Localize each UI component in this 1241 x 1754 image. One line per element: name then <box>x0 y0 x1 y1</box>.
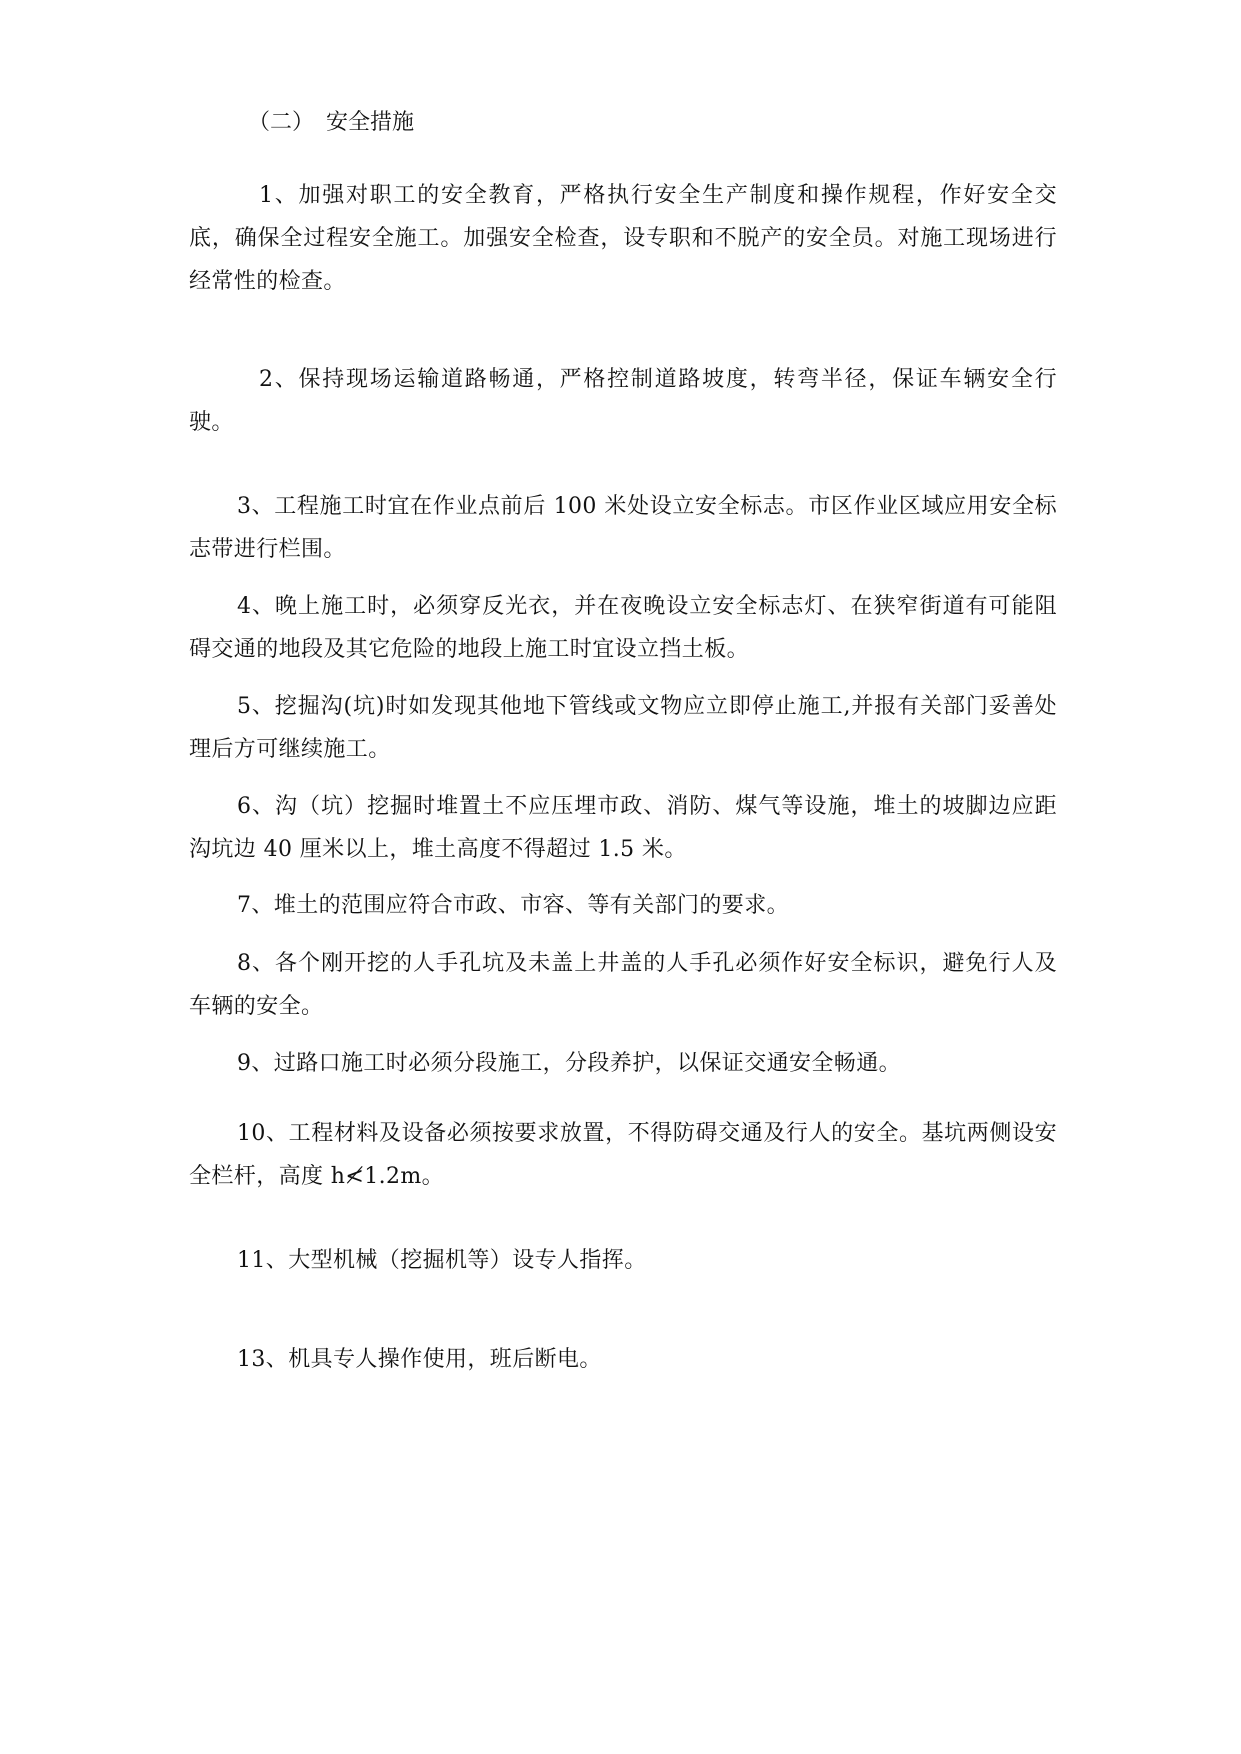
measure-item-1: 1、加强对职工的安全教育，严格执行安全生产制度和操作规程，作好安全交底，确保全过程安全施工。加强安全检查，设专职和不脱产的安全员。对施工现场进行经常性的检查。 <box>189 183 1057 294</box>
measure-item-9: 9、过路口施工时必须分段施工，分段养护，以保证交通安全畅通。 <box>237 1051 901 1076</box>
measure-item-7: 7、堆土的范围应符合市政、市容、等有关部门的要求。 <box>237 893 789 918</box>
measure-item-5: 5、挖掘沟(坑)时如发现其他地下管线或文物应立即停止施工,并报有关部门妥善处理后方可继续施工。 <box>189 694 1057 762</box>
measure-item-2: 2、保持现场运输道路畅通，严格控制道路坡度，转弯半径，保证车辆安全行驶。 <box>189 367 1057 435</box>
measure-item-8: 8、各个刚开挖的人手孔坑及未盖上井盖的人手孔必须作好安全标识，避免行人及车辆的安全。 <box>189 951 1057 1019</box>
measure-item-6: 6、沟（坑）挖掘时堆置土不应压埋市政、消防、煤气等设施，堆土的坡脚边应距沟坑边 40 厘米以上，堆土高度不得超过 1.5 米。 <box>189 794 1057 862</box>
measure-item-10: 10、工程材料及设备必须按要求放置，不得防碍交通及行人的安全。基坑两侧设安全栏杆，高度 h≮1.2m。 <box>189 1121 1057 1189</box>
section-title: 安全措施 <box>326 110 415 135</box>
section-heading <box>248 108 414 138</box>
measure-item-13: 13、机具专人操作使用，班后断电。 <box>237 1347 602 1372</box>
section-number: （二） <box>248 110 315 135</box>
measure-item-11: 11、大型机械（挖掘机等）设专人指挥。 <box>237 1248 647 1273</box>
measure-item-4: 4、晚上施工时，必须穿反光衣，并在夜晚设立安全标志灯、在狭窄街道有可能阻碍交通的地段及其它危险的地段上施工时宜设立挡土板。 <box>189 594 1057 662</box>
measure-item-3: 3、工程施工时宜在作业点前后 100 米处设立安全标志。市区作业区域应用安全标志带进行栏围。 <box>189 494 1057 562</box>
